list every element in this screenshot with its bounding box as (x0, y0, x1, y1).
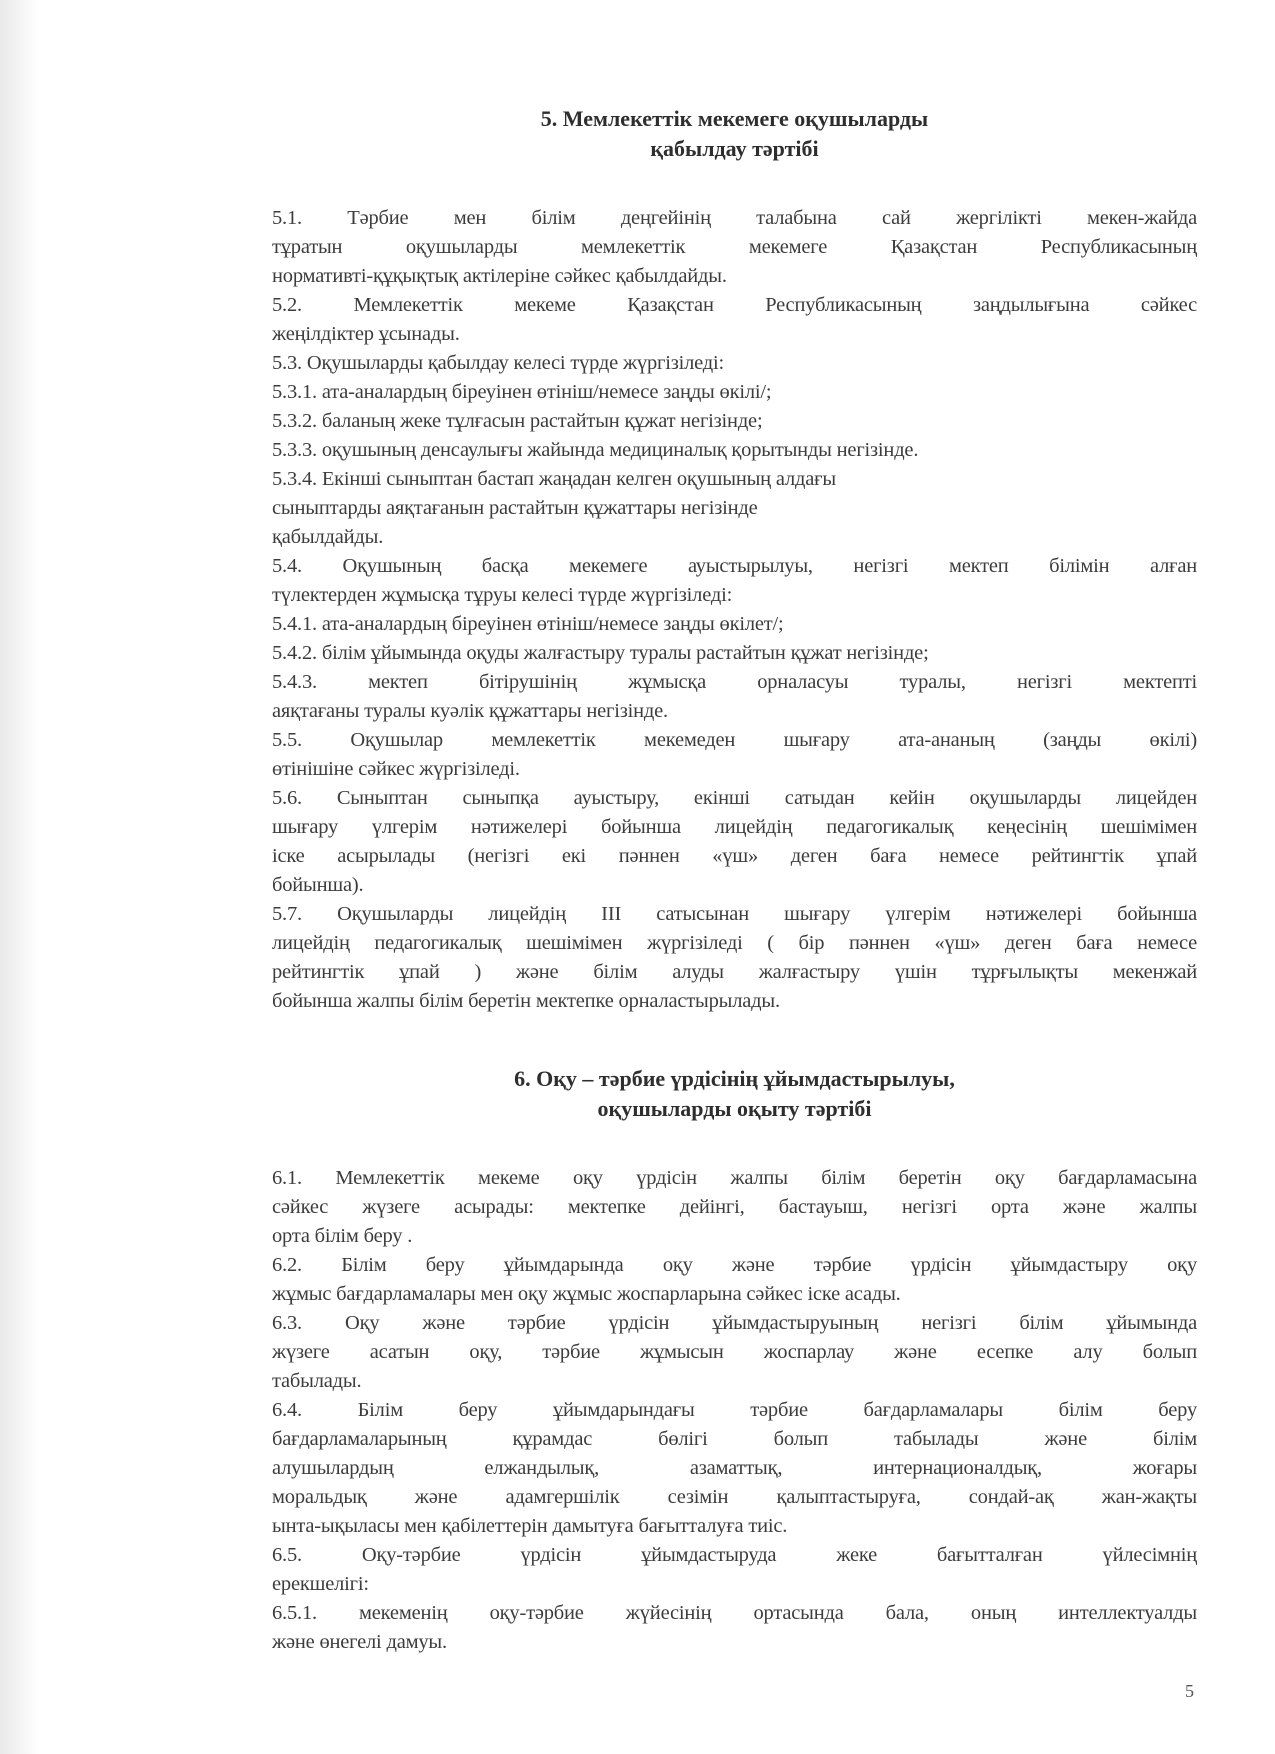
page-number: 5 (1185, 1681, 1194, 1701)
text-line: және өнегелі дамуы. (272, 1631, 447, 1653)
text-line: 6.1. Мемлекеттік мекеме оқу үрдісін жалпы білім беретін оқу бағдарламасына (272, 1167, 1197, 1189)
text-line: 5.4.2. білім ұйымында оқуды жалғастыру туралы растайтын құжат негізінде; (272, 642, 929, 664)
text-line: ынта-ықыласы мен қабілеттерін дамытуға бағытталуға тиіс. (272, 1515, 788, 1537)
text-line: 6.5. Оқу-тәрбие үрдісін ұйымдастыруда жеке бағытталған үйлесімнің (272, 1544, 1197, 1566)
text-line: өтінішіне сәйкес жүргізіледі. (272, 758, 520, 780)
section-5-heading (272, 104, 1197, 164)
text-line: 5.1. Тәрбие мен білім деңгейінің талабына сай жергілікті мекен-жайда (272, 207, 1197, 229)
text-line: 5.3.4. Екінші сыныптан бастап жаңадан келген оқушының алдағы (272, 468, 836, 490)
text-line: 5.3.1. ата-аналардың біреуінен өтініш/немесе заңды өкілі/; (272, 381, 772, 403)
section-5-title-line-2: қабылдау тәртібі (650, 136, 819, 161)
text-line: 5.4.3. мектеп бітірушінің жұмысқа орналасуы туралы, негізгі мектепті (272, 671, 1197, 693)
text-line: бойынша жалпы білім беретін мектепке орналастырылады. (272, 990, 780, 1012)
scan-edge-shadow (0, 0, 40, 1754)
section-5-title-line-1: 5. Мемлекеттік мекемеге оқушыларды (540, 106, 929, 131)
text-line: 5.3.3. оқушының денсаулығы жайында медициналық қорытынды негізінде. (272, 439, 919, 461)
text-line: бойынша). (272, 874, 364, 896)
text-line: іске асырылады (негізгі екі пәннен «үш» деген баға немесе рейтингтік ұпай (272, 845, 1197, 867)
text-line: сәйкес жүзеге асырады: мектепке дейінгі, бастауыш, негізгі орта және жалпы (272, 1196, 1197, 1218)
text-line: нормативті-құқықтық актілеріне сәйкес қабылдайды. (272, 265, 727, 287)
section-6-title-line-1: 6. Оқу – тәрбие үрдісінің ұйымдастырылуы, (514, 1066, 955, 1091)
text-line: 5.2. Мемлекеттік мекеме Қазақстан Республикасының заңдылығына сәйкес (272, 294, 1197, 316)
text-line: 5.3. Оқушыларды қабылдау келесі түрде жүргізіледі: (272, 352, 725, 374)
text-line: ерекшелігі: (272, 1573, 369, 1595)
text-line: рейтингтік ұпай ) және білім алуды жалғастыру үшін тұрғылықты мекенжай (272, 961, 1197, 983)
text-line: орта білім беру . (272, 1225, 413, 1247)
document-page (272, 0, 1197, 1657)
text-line: 6.4. Білім беру ұйымдарындағы тәрбие бағдарламалары білім беру (272, 1399, 1197, 1421)
text-line: аяқтағаны туралы куәлік құжаттары негізінде. (272, 700, 668, 722)
text-line: 6.5.1. мекеменің оқу-тәрбие жүйесінің ортасында бала, оның интеллектуалды (272, 1602, 1197, 1624)
text-line: 5.6. Сыныптан сыныпқа ауыстыру, екінші сатыдан кейін оқушыларды лицейден (272, 787, 1197, 809)
section-6-heading (272, 1064, 1197, 1124)
text-line: табылады. (272, 1370, 362, 1392)
section-5-body (272, 204, 1197, 1016)
text-line: тұратын оқушыларды мемлекеттік мекемеге Қазақстан Республикасының (272, 236, 1197, 258)
text-line: алушылардың елжандылық, азаматтық, интернационалдық, жоғары (272, 1457, 1197, 1479)
text-line: 5.4. Оқушының басқа мекемеге ауыстырылуы, негізгі мектеп білімін алған (272, 555, 1197, 577)
text-line: сыныптарды аяқтағанын растайтын құжаттары негізінде (272, 497, 758, 519)
text-line: моральдық және адамгершілік сезімін қалыптастыруға, сондай-ақ жан-жақты (272, 1486, 1197, 1508)
text-line: 6.3. Оқу және тәрбие үрдісін ұйымдастыруының негізгі білім ұйымында (272, 1312, 1197, 1334)
text-line: түлектерден жұмысқа тұруы келесі түрде жүргізіледі: (272, 584, 733, 606)
text-line: 6.2. Білім беру ұйымдарында оқу және тәрбие үрдісін ұйымдастыру оқу (272, 1254, 1197, 1276)
section-6-title-line-2: оқушыларды оқыту тәртібі (597, 1096, 872, 1121)
text-line: 5.5. Оқушылар мемлекеттік мекемеден шығару ата-ананың (заңды өкілі) (272, 729, 1197, 751)
text-line: 5.4.1. ата-аналардың біреуінен өтініш/немесе заңды өкілет/; (272, 613, 784, 635)
text-line: 5.3.2. баланың жеке тұлғасын растайтын құжат негізінде; (272, 410, 763, 432)
text-line: лицейдің педагогикалық шешімімен жүргізіледі ( бір пәннен «үш» деген баға немесе (272, 932, 1197, 954)
text-line: шығару үлгерім нәтижелері бойынша лицейдің педагогикалық кеңесінің шешімімен (272, 816, 1197, 838)
text-line: қабылдайды. (272, 526, 384, 548)
text-line: бағдарламаларының құрамдас бөлігі болып табылады және білім (272, 1428, 1197, 1450)
text-line: 5.7. Оқушыларды лицейдің III сатысынан шығару үлгерім нәтижелері бойынша (272, 903, 1197, 925)
text-line: жеңілдіктер ұсынады. (272, 323, 460, 345)
text-line: жұмыс бағдарламалары мен оқу жұмыс жоспарларына сәйкес іске асады. (272, 1283, 901, 1305)
text-line: жүзеге асатын оқу, тәрбие жұмысын жоспарлау және есепке алу болып (272, 1341, 1197, 1363)
section-6-body (272, 1164, 1197, 1657)
